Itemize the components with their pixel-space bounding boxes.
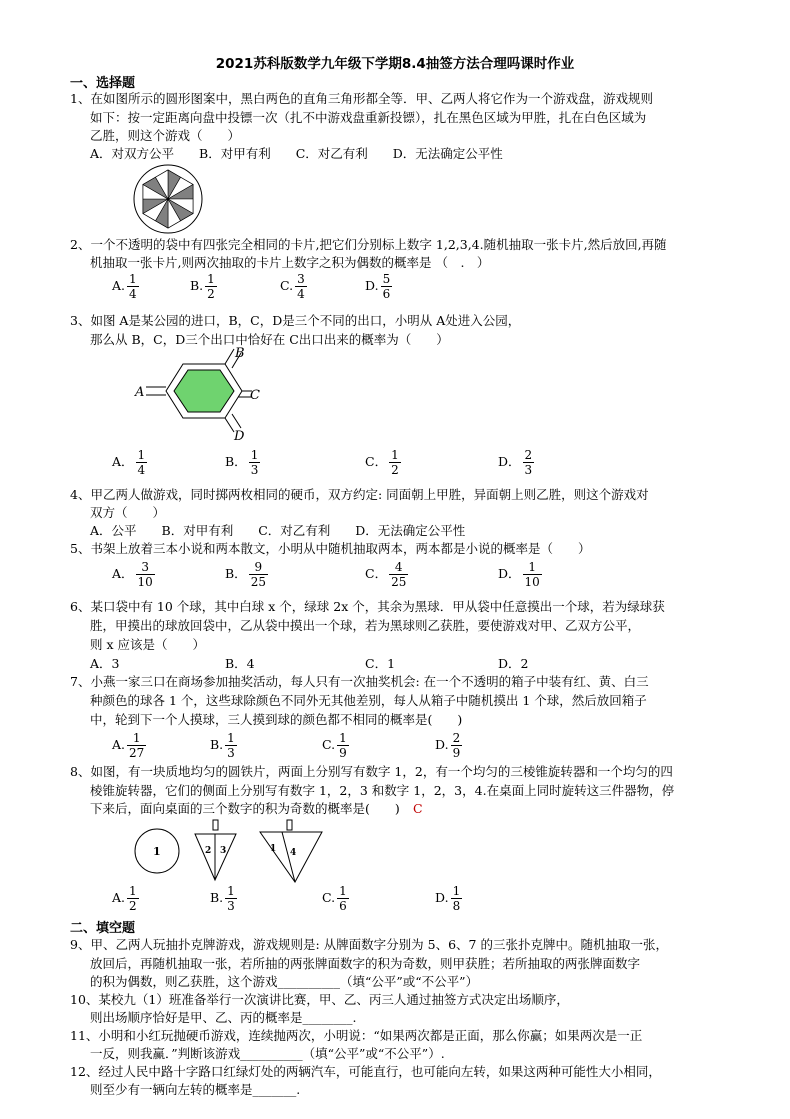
q4-line-1: 4、甲乙两人做游戏，同时掷两枚相同的硬币，双方约定: 同面朝上甲胜，异面朝上则乙胜，则这个游戏对: [70, 487, 649, 502]
q9-line-1: 9、甲、乙两人玩抽扑克牌游戏，游戏规则是: 从牌面数字分别为 5、6、7 的三张扑克牌中。随机抽取一张，: [70, 937, 668, 952]
q8-disc-label: 1: [153, 845, 161, 858]
q1-line-2: 如下：按一定距离向盘中投镖一次（扎不中游戏盘重新投镖），扎在黑色区域为甲胜，扎在白色区域为: [90, 110, 647, 125]
q2-option-b: B. $\frac{1}{2}$: [190, 272, 215, 301]
q4-options: A．公平 B．对甲有利 C．对乙有利 D．无法确定公平性: [90, 523, 466, 538]
q5-option-a: A． $\frac{3}{10}$: [112, 560, 153, 589]
q8-tri-label-2: 3: [220, 846, 227, 856]
q6-option-c: C．1: [365, 656, 396, 671]
q8-tri-label-1: 2: [205, 846, 212, 856]
q9-line-3: 的积为偶数，则乙获胜，这个游戏__________（填“公平”或“不公平”）: [90, 974, 479, 989]
q8-line-2: 棱锥旋转器，它们的侧面上分别写有数字 1，2，3 和数字 1，2，3，4.在桌面上同时旋转这三件器物，停: [90, 783, 675, 798]
q6-line-3: 则 x 应该是（ ）: [90, 637, 205, 652]
q4-line-2: 双方（ ）: [90, 505, 166, 520]
q8-line-1: 8、如图，有一块质地均匀的圆铁片，两面上分别写有数字 1，2，有一个均匀的三棱锥旋转器和一个均匀的四: [70, 764, 673, 779]
q5-option-d: D． $\frac{1}{10}$: [498, 560, 540, 589]
q8-option-d: D. $\frac{1}{8}$: [435, 884, 461, 913]
q6-line-2: 胜，甲摸出的球放回袋中，乙从袋中摸出一个球，若为黑球则乙获胜，要使游戏对甲、乙双方公平，: [90, 618, 641, 633]
section-choice-heading: 一、选择题: [70, 76, 136, 91]
q3-line-1: 3、如图 A是某公园的进口，B，C，D是三个不同的出口，小明从 A处进入公园，: [70, 313, 521, 328]
q8-option-c: C. $\frac{1}{6}$: [322, 884, 347, 913]
q12-line-2: 则至少有一辆向左转的概率是_______.: [90, 1082, 301, 1097]
q8-quad-label-1: 1: [270, 844, 277, 854]
q2-option-a: A. $\frac{1}{4}$: [112, 272, 137, 301]
q5-line-1: 5、书架上放着三本小说和两本散文，小明从中随机抽取两本，两本都是小说的概率是（ ）: [70, 541, 591, 556]
section-fill-heading: 二、填空题: [70, 921, 136, 936]
q2-line-1: 2、一个不透明的袋中有四张完全相同的卡片,把它们分别标上数字 1,2,3,4.随机抽取一张卡片,然后放回,再随: [70, 237, 667, 252]
q7-line-2: 种颜色的球各 1 个，这些球除颜色不同外无其他差别，每人从箱子中随机摸出 1 个球，然后放回箱子: [90, 693, 647, 708]
q1-circle-pattern-figure: [132, 163, 204, 235]
q11-line-2: 一反，则我赢．”判断该游戏__________（填“公平”或“不公平”）.: [90, 1046, 445, 1061]
q8-option-b: B. $\frac{1}{3}$: [210, 884, 235, 913]
q3-label-a: A: [135, 385, 145, 400]
q3-label-d: D: [234, 429, 245, 444]
q7-line-3: 中，轮到下一个人摸球，三人摸到球的颜色都不相同的概率是( ): [90, 712, 463, 727]
q2-option-c: C. $\frac{3}{4}$: [280, 272, 305, 301]
q6-option-b: B．4: [225, 656, 255, 671]
q7-option-b: B. $\frac{1}{3}$: [210, 731, 235, 760]
q3-label-b: B: [235, 346, 245, 361]
q12-line-1: 12、经过人民中路十字路口红绿灯处的两辆汽车，可能直行，也可能向左转，如果这两种可能性大小相同，: [70, 1064, 661, 1079]
q7-option-d: D. $\frac{2}{9}$: [435, 731, 461, 760]
q8-spinners-figure: [132, 818, 342, 884]
q3-park-figure: [130, 344, 270, 444]
q3-line-2: 那么从 B，C，D三个出口中恰好在 C出口出来的概率为（ ）: [90, 332, 449, 347]
q3-option-a: A． $\frac{1}{4}$: [112, 448, 146, 477]
q8-line-3: 下来后，面向桌面的三个数字的积为奇数的概率是( ): [90, 801, 400, 816]
q7-option-c: C. $\frac{1}{9}$: [322, 731, 347, 760]
q1-line-1: 1、在如图所示的圆形图案中，黑白两色的直角三角形都全等．甲、乙两人将它作为一个游戏盘，游戏规则: [70, 91, 653, 106]
q2-line-2: 机抽取一张卡片,则两次抽取的卡片上数字之积为偶数的概率是 （ . ）: [90, 255, 490, 270]
q5-option-b: B． $\frac{9}{25}$: [225, 560, 266, 589]
q9-line-2: 放回后，再随机抽取一张，若所抽的两张牌面数字的积为奇数，则甲获胜；若所抽取的两张牌面数字: [90, 956, 641, 971]
page-title: 2021苏科版数学九年级下学期8.4抽签方法合理吗课时作业: [215, 56, 575, 72]
q3-option-b: B． $\frac{1}{3}$: [225, 448, 259, 477]
q3-option-d: D． $\frac{2}{3}$: [498, 448, 533, 477]
q6-option-a: A．3: [90, 656, 120, 671]
q5-option-c: C． $\frac{4}{25}$: [365, 560, 407, 589]
q1-options: A．对双方公平 B．对甲有利 C．对乙有利 D．无法确定公平性: [90, 146, 503, 161]
q10-line-2: 则出场顺序恰好是甲、乙、丙的概率是________.: [90, 1010, 357, 1025]
q8-option-a: A. $\frac{1}{2}$: [112, 884, 137, 913]
q6-option-d: D．2: [498, 656, 529, 671]
q1-line-3: 乙胜，则这个游戏（ ）: [90, 128, 241, 143]
q2-option-d: D. $\frac{5}{6}$: [365, 272, 391, 301]
q3-label-c: C: [250, 388, 260, 403]
q6-line-1: 6、某口袋中有 10 个球，其中白球 x 个，绿球 2x 个，其余为黑球．甲从袋中任意摸出一个球，若为绿球获: [70, 599, 665, 614]
q11-line-1: 11、小明和小红玩抛硬币游戏，连续抛两次，小明说：“如果两次都是正面，那么你赢；如果两次是一正: [70, 1028, 643, 1043]
q3-option-c: C． $\frac{1}{2}$: [365, 448, 399, 477]
q7-line-1: 7、小燕一家三口在商场参加抽奖活动，每人只有一次抽奖机会: 在一个不透明的箱子中装有红、黄、白三: [70, 674, 649, 689]
q8-quad-label-4: 4: [290, 848, 297, 858]
q10-line-1: 10、某校九（1）班准备举行一次演讲比赛，甲、乙、丙三人通过抽签方式决定出场顺序，: [70, 992, 569, 1007]
q8-answer-mark: C: [413, 801, 423, 816]
q7-option-a: A. $\frac{1}{27}$: [112, 731, 145, 760]
